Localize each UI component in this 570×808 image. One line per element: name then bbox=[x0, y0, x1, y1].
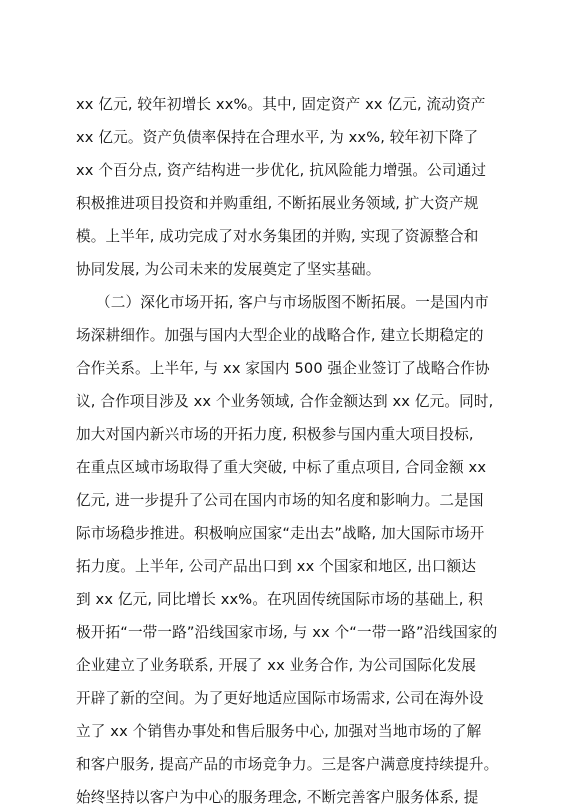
body-text-line: 积极推进项目投资和并购重组, 不断拓展业务领域, 扩大资产规 bbox=[76, 195, 479, 212]
body-text-line: 协同发展, 为公司未来的发展奠定了坚实基础。 bbox=[76, 261, 381, 278]
body-text-line: 极开拓“一带一路”沿线国家市场, 与 xx 个“一带一路”沿线国家的 bbox=[76, 624, 498, 641]
body-text-line: 开辟了新的空间。为了更好地适应国际市场需求, 公司在海外设 bbox=[76, 690, 484, 707]
body-text-line: 企业建立了业务联系, 开展了 xx 业务合作, 为公司国际化发展 bbox=[76, 657, 477, 674]
body-text-line: 拓力度。上半年, 公司产品出口到 xx 个国家和地区, 出口额达 bbox=[76, 558, 477, 575]
body-text-line: xx 亿元, 较年初增长 xx%。其中, 固定资产 xx 亿元, 流动资产 bbox=[76, 96, 486, 113]
body-text-line: 到 xx 亿元, 同比增长 xx%。在巩固传统国际市场的基础上, 积 bbox=[76, 591, 484, 608]
body-text-line: 合作关系。上半年, 与 xx 家国内 500 强企业签订了战略合作协 bbox=[76, 360, 490, 377]
body-text-line: 议, 合作项目涉及 xx 个业务领域, 合作金额达到 xx 亿元。同时, bbox=[76, 393, 494, 410]
body-text-line: 亿元, 进一步提升了公司在国内市场的知名度和影响力。二是国 bbox=[76, 492, 484, 509]
section-heading-line: （二）深化市场开拓, 客户与市场版图不断拓展。一是国内市 bbox=[96, 294, 489, 311]
body-text-line: xx 亿元。资产负债率保持在合理水平, 为 xx%, 较年初下降了 bbox=[76, 129, 479, 146]
body-text-line: 加大对国内新兴市场的开拓力度, 积极参与国内重大项目投标, bbox=[76, 426, 474, 443]
body-text-line: 际市场稳步推进。积极响应国家“走出去”战略, 加大国际市场开 bbox=[76, 525, 485, 542]
body-text-line: 在重点区域市场取得了重大突破, 中标了重点项目, 合同金额 xx bbox=[76, 459, 487, 476]
body-text-line: 场深耕细作。加强与国内大型企业的战略合作, 建立长期稳定的 bbox=[76, 327, 484, 344]
body-text-line: xx 个百分点, 资产结构进一步优化, 抗风险能力增强。公司通过 bbox=[76, 162, 487, 179]
body-text-line: 始终坚持以客户为中心的服务理念, 不断完善客户服务体系, 提 bbox=[76, 789, 479, 806]
body-text-line: 模。上半年, 成功完成了对水务集团的并购, 实现了资源整合和 bbox=[76, 228, 479, 245]
body-text-line: 和客户服务, 提高产品的市场竞争力。三是客户满意度持续提升。 bbox=[76, 756, 499, 773]
body-text-line: 立了 xx 个销售办事处和售后服务中心, 加强对当地市场的了解 bbox=[76, 723, 482, 740]
